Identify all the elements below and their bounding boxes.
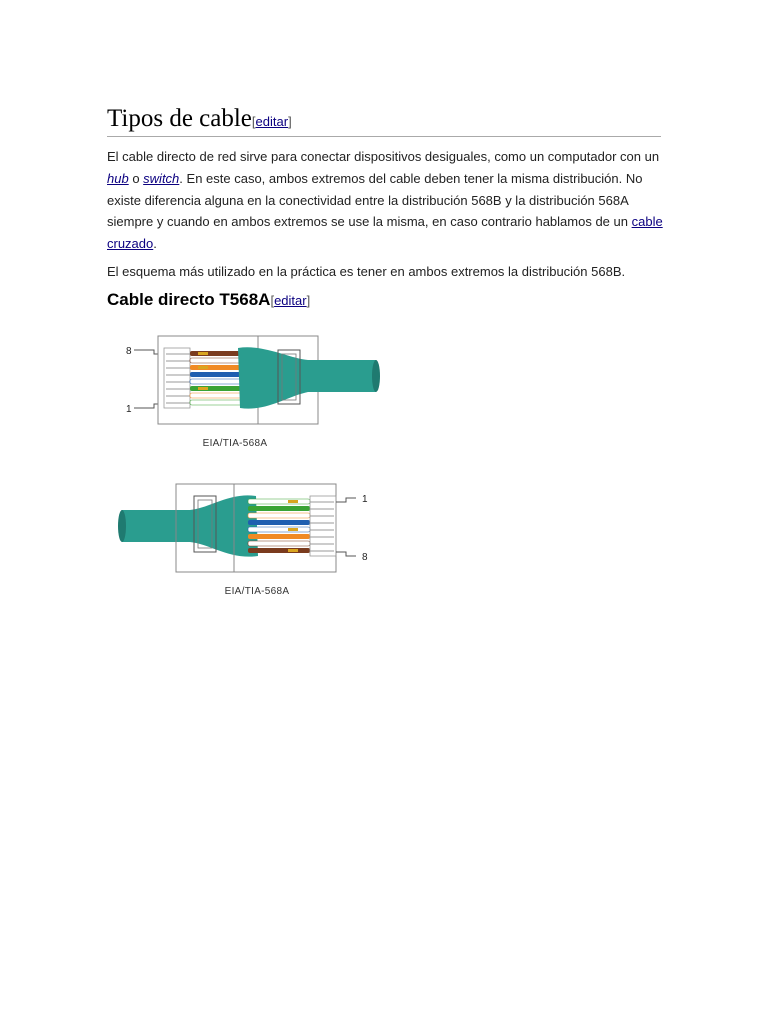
paragraph-text: . — [153, 236, 157, 252]
contacts — [310, 496, 336, 556]
pin-label-top: 1 — [362, 494, 368, 505]
edit-bracket-open: [ — [270, 293, 275, 308]
cable-cruzado-link[interactable]: cable cruzado — [107, 214, 663, 252]
rj45-diagram-568a-right — [118, 478, 380, 578]
leader-line — [336, 498, 356, 502]
hub-link[interactable]: hub — [107, 170, 129, 186]
edit-link[interactable]: editar — [255, 114, 289, 129]
section-heading — [107, 106, 661, 137]
subsection-title: Cable directo T568A — [107, 290, 271, 309]
rj45-connector-left-illustration — [118, 330, 380, 430]
subsection-edit-link[interactable]: editar — [274, 293, 307, 308]
rj45-diagram-568a-left — [118, 330, 380, 430]
pin-label-bottom: 1 — [126, 404, 132, 415]
leader-line — [336, 552, 356, 556]
pin-label-bottom: 8 — [362, 552, 368, 563]
wire-pairs — [248, 499, 310, 553]
edit-bracket-close: ] — [288, 114, 292, 129]
edit-bracket-open: [ — [251, 114, 256, 129]
paragraph-scheme: El esquema más utilizado en la práctica es tener en ambos extremos la distribución 568B. — [107, 264, 626, 279]
edit-bracket-close: ] — [306, 293, 311, 308]
pin-label-top: 8 — [126, 346, 132, 357]
paragraph-text: o — [128, 170, 144, 186]
figure1-caption: EIA/TIA-568A — [202, 438, 268, 449]
cable-jacket — [122, 495, 258, 556]
cable-end — [118, 510, 126, 542]
subsection-heading — [107, 288, 310, 313]
paragraph-intro — [107, 146, 667, 255]
figure2-caption: EIA/TIA-568A — [224, 586, 290, 597]
cable-end — [372, 360, 380, 392]
rj45-connector-right-illustration — [118, 478, 380, 578]
subsection-edit — [270, 293, 310, 308]
paragraph-text: . En este caso, ambos extremos del cable deben tener la misma distribución. No existe diferencia alguna en la conectividad entre la distribución 568B y la distribución 568A siempre y cuando en ambos extremos se use la misma, en caso contrario hablamos de un — [107, 170, 643, 230]
section-edit — [252, 114, 292, 129]
section-title: Tipos de cable — [107, 105, 252, 132]
switch-link[interactable]: switch — [143, 170, 180, 186]
paragraph-text: El cable directo de red sirve para conectar dispositivos desiguales, como un computador con un — [107, 149, 660, 164]
